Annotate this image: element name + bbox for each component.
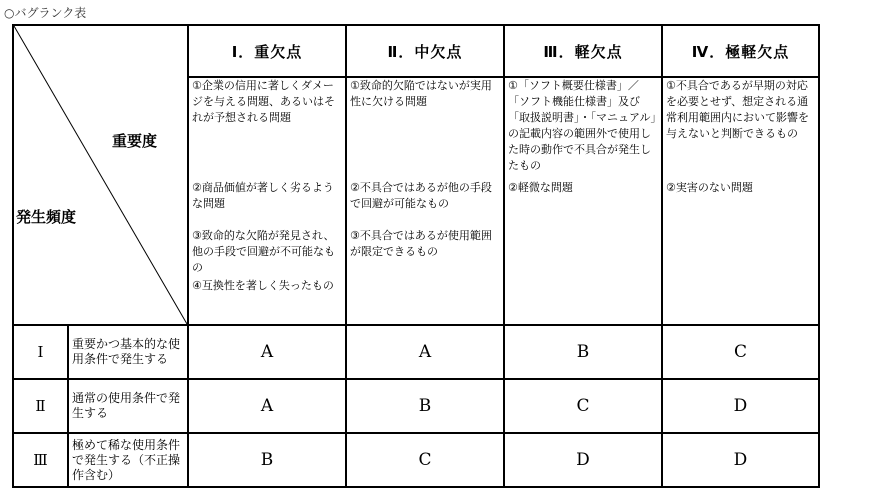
- bug-rank-table: [12, 24, 820, 488]
- grade-cell: D: [733, 450, 748, 470]
- grade-cell: C: [418, 450, 432, 470]
- corner-diagonal-line: [14, 26, 187, 324]
- column-header-minor: Ⅲ．軽欠点: [543, 42, 623, 61]
- row-number: Ⅰ: [37, 343, 44, 361]
- description-major-3: ③不具合ではあるが使用範囲が限定できるもの: [350, 229, 492, 258]
- description-minor-1: ①「ソフト概要仕様書」／「ソフト機能仕様書」及び「取扱説明書」・「マニュアル」の記載内容の範囲外で使用した時の動作で不具合が発生したもの: [508, 79, 657, 172]
- grade-cell: D: [733, 396, 748, 416]
- description-minor-2: ②軽微な問題: [508, 181, 573, 194]
- description-critical-3: ③致命的な欠陥が発見され、他の手段で回避が不可能なもの: [192, 229, 335, 274]
- row-number: Ⅱ: [35, 397, 46, 415]
- description-trivial-2: ②実害のない問題: [666, 181, 753, 194]
- page-caption: ○バグランク表: [4, 6, 87, 20]
- row-condition: 通常の使用条件で発生する: [72, 391, 181, 420]
- column-header-major: Ⅱ．中欠点: [387, 42, 463, 61]
- importance-axis-label: 重要度: [112, 132, 158, 150]
- grade-cell: D: [576, 450, 590, 470]
- row-number: Ⅲ: [33, 451, 48, 469]
- grade-cell: B: [576, 342, 590, 362]
- column-header-critical: Ⅰ．重欠点: [231, 42, 303, 61]
- grade-cell: C: [733, 342, 747, 362]
- grade-cell: A: [260, 396, 274, 416]
- description-major-2: ②不具合ではあるが他の手段で回避が可能なもの: [350, 181, 492, 210]
- grade-cell: A: [260, 342, 274, 362]
- description-critical-1: ①企業の信用に著しくダメージを与える問題、あるいはそれが予想される問題: [192, 79, 335, 124]
- row-condition: 極めて稀な使用条件で発生する（不正操作含む）: [72, 437, 181, 482]
- grade-cell: B: [418, 396, 432, 416]
- description-critical-2: ②商品価値が著しく劣るような問題: [192, 181, 334, 210]
- description-trivial-1: ①不具合であるが早期の対応を必要とせず、想定される通常利用範囲内において影響を与えないと判断できるもの: [666, 79, 809, 140]
- row-condition: 重要かつ基本的な使用条件で発生する: [72, 337, 181, 366]
- column-header-trivial: Ⅳ．極軽欠点: [691, 42, 790, 61]
- grade-cell: A: [418, 342, 432, 362]
- grade-cell: B: [260, 450, 274, 470]
- description-major-1: ①致命的欠陥ではないが実用性に欠ける問題: [350, 79, 492, 108]
- description-critical-4: ④互換性を著しく失ったもの: [192, 279, 334, 292]
- grade-cell: C: [576, 396, 590, 416]
- frequency-axis-label: 発生頻度: [16, 208, 77, 226]
